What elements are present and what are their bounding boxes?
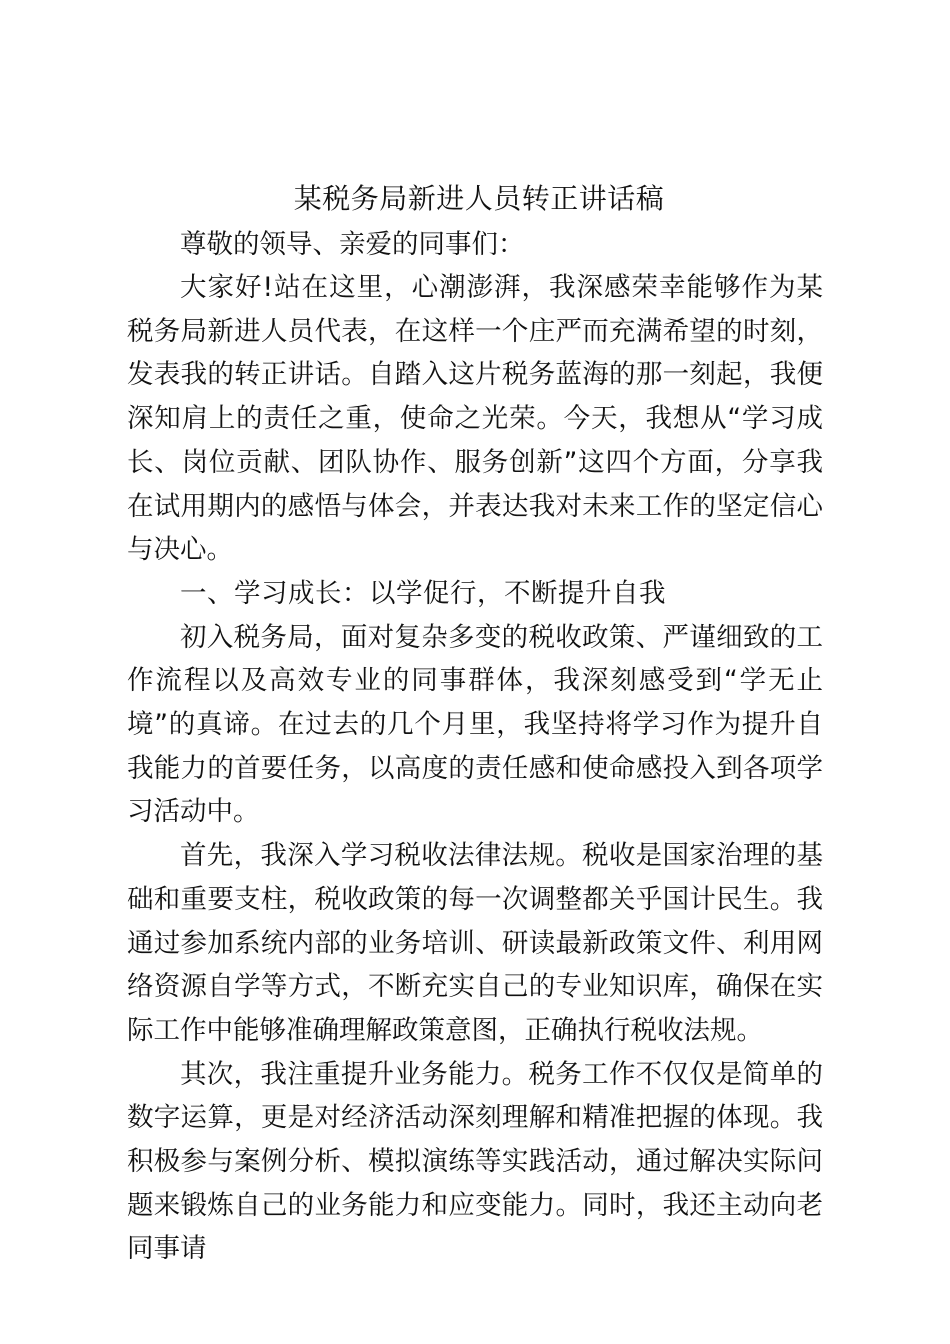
paragraph-intro: 大家好!站在这里，心潮澎湃，我深感荣幸能够作为某税务局新进人员代表，在这样一个庄严而充满希望的时刻，发表我的转正讲话。自踏入这片税务蓝海的那一刻起，我便深知肩上的责任之重，使命之光荣。今天，我想从“学习成长、岗位贡献、团队协作、服务创新”这四个方面，分享我在试用期内的感悟与体会，并表达我对未来工作的坚定信心与决心。 — [127, 272, 823, 566]
paragraph-learning: 初入税务局，面对复杂多变的税收政策、严谨细致的工作流程以及高效专业的同事群体，我深刻感受到“学无止境”的真谛。在过去的几个月里，我坚持将学习作为提升自我能力的首要任务，以高度的责任感和使命感投入到各项学习活动中。 — [127, 621, 823, 828]
paragraph-skills: 其次，我注重提升业务能力。税务工作不仅仅是简单的数字运算，更是对经济活动深刻理解和精准把握的体现。我积极参与案例分析、模拟演练等实践活动，通过解决实际问题来锻炼自己的业务能力和应变能力。同时，我还主动向老同事请 — [127, 1058, 823, 1265]
paragraph-laws: 首先，我深入学习税收法律法规。税收是国家治理的基础和重要支柱，税收政策的每一次调整都关乎国计民生。我通过参加系统内部的业务培训、研读最新政策文件、利用网络资源自学等方式，不断充实自己的专业知识库，确保在实际工作中能够准确理解政策意图，正确执行税收法规。 — [127, 840, 823, 1046]
section-heading-learning: 一、学习成长：以学促行，不断提升自我 — [180, 577, 666, 609]
document-title: 某税务局新进人员转正讲话稿 — [293, 182, 665, 215]
greeting: 尊敬的领导、亲爱的同事们： — [180, 229, 525, 260]
document-body — [127, 174, 823, 1271]
